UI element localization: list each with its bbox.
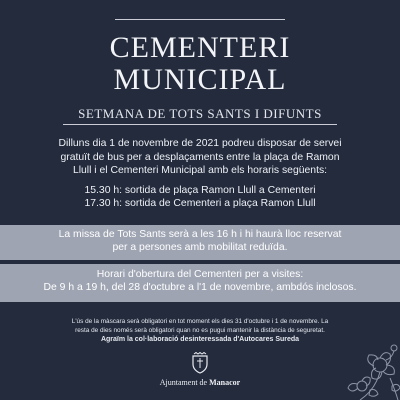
schedule-item: 17.30 h: sortida de Cementeri a plaça Ramon Llull <box>84 198 316 209</box>
intro-paragraph <box>18 137 382 178</box>
intro-line: Dilluns dia 1 de novembre de 2021 podreu disposar de servei <box>58 138 342 149</box>
opening-hours-band <box>0 264 400 302</box>
mass-line: La missa de Tots Sants serà a les 16 h i hi haurà lloc reservat <box>58 229 342 240</box>
mass-line: per a persones amb mobilitat reduïda. <box>112 242 288 253</box>
mass-notice-band <box>0 225 400 260</box>
subtitle-divider <box>63 124 337 125</box>
note-line: L'ús de la màscara serà obligatori en tot moment els dies 31 d'octubre i 1 de novembre. La <box>71 318 329 325</box>
bus-schedule <box>0 184 400 210</box>
intro-line: gratuït de bus per a desplaçaments entre la plaça de Ramon <box>60 151 340 163</box>
town-prefix: Ajuntament de <box>159 378 208 387</box>
title-line-1: CEMENTERI <box>109 31 291 64</box>
note-line: resta de dies només serà obligatori quan no es pugui mantenir la distància de seguretat. <box>75 326 325 334</box>
intro-line: Llull i el Cementeri Municipal amb els horaris següents: <box>72 165 328 176</box>
schedule-item: 15.30 h: sortida de plaça Ramon Llull a Cementeri <box>84 185 316 196</box>
top-divider <box>115 19 285 20</box>
hours-line: De 9 h a 19 h, del 28 d'octubre a l'1 de novembre, ambdós inclosos. <box>43 282 357 293</box>
subtitle: SETMANA DE TOTS SANTS I DIFUNTS <box>78 106 322 121</box>
title-line-2: MUNICIPAL <box>113 63 287 96</box>
thanks-line: Agraïm la col·laboració desinteressada d'Autocares Sureda <box>100 336 300 343</box>
town-name: Manacor <box>209 378 241 387</box>
hours-line: Horari d'obertura del Cementeri per a visites: <box>96 269 304 280</box>
flower-decoration-icon <box>320 310 400 400</box>
coat-of-arms-icon <box>190 352 210 374</box>
